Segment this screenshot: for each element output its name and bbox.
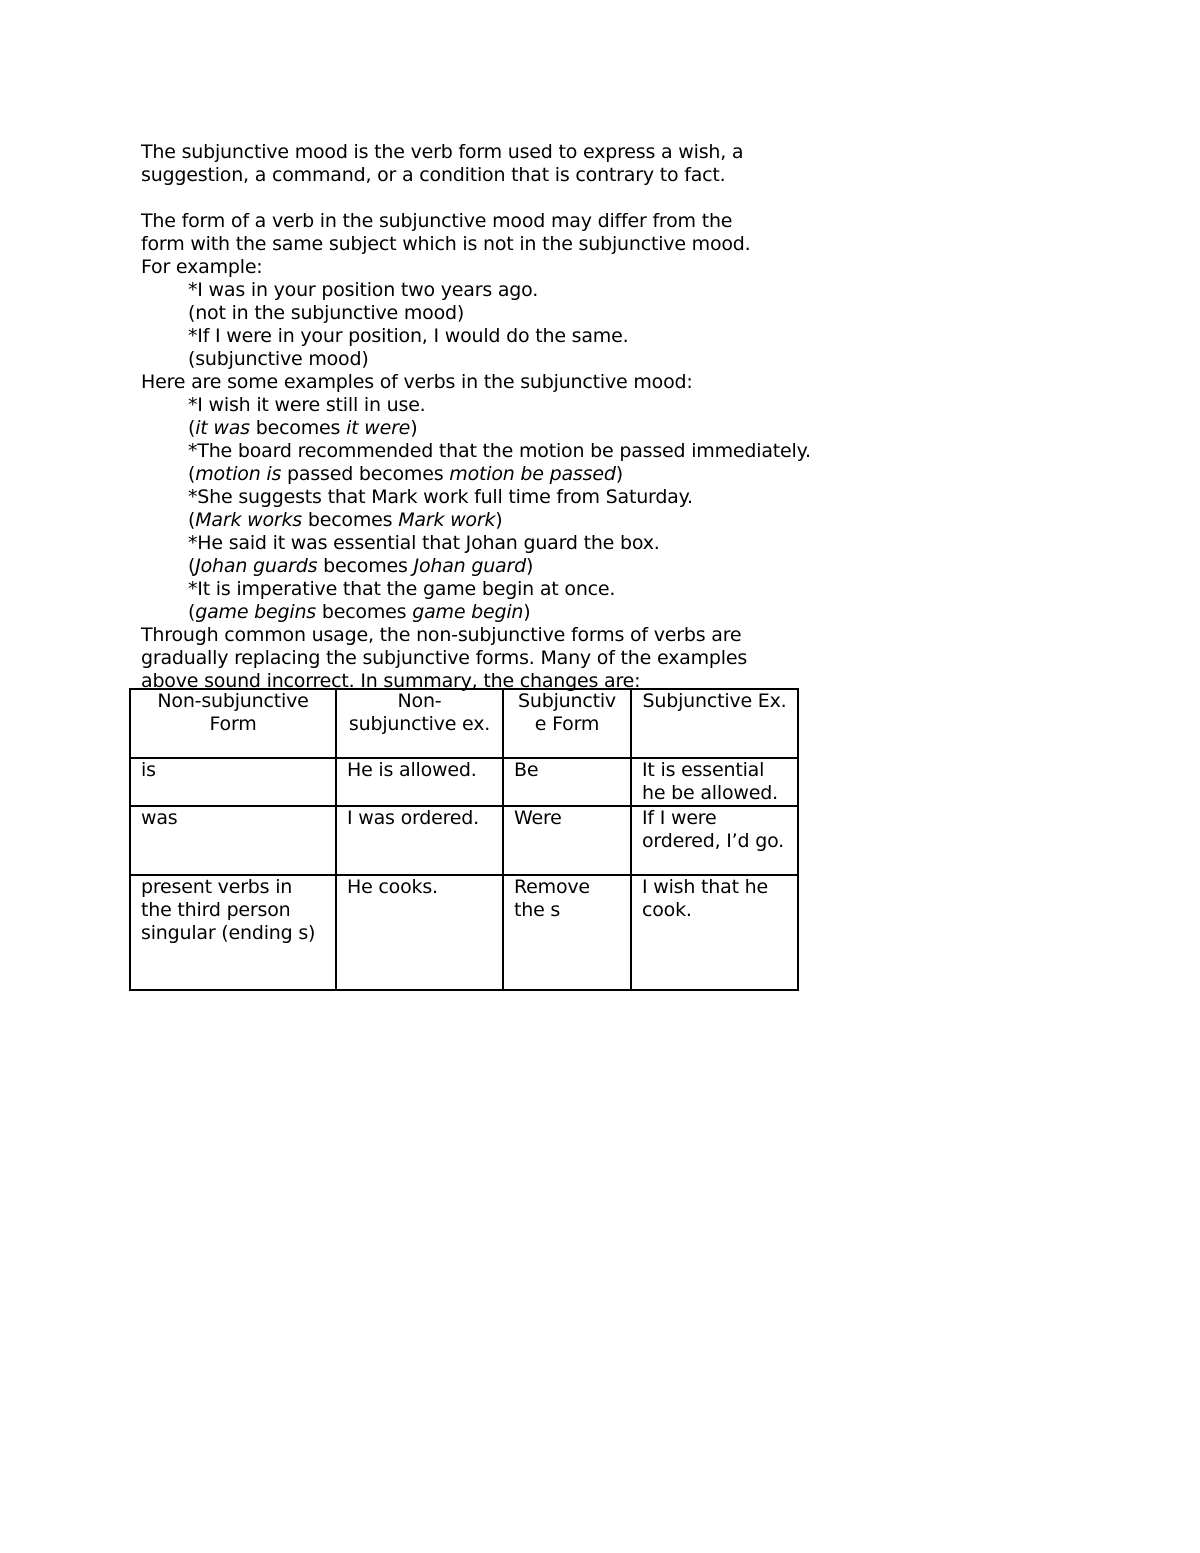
example-note: (Mark works becomes Mark work) xyxy=(188,509,503,531)
example-note: (motion is passed becomes motion be passed) xyxy=(188,463,623,485)
becomes-text: becomes xyxy=(249,417,347,439)
example-note: (subjunctive mood) xyxy=(188,348,369,370)
header-cell: Non-subjunctive ex. xyxy=(336,689,503,758)
to-form: it were xyxy=(346,417,411,439)
table-row xyxy=(130,758,798,806)
table-row xyxy=(130,875,798,990)
paragraph-line: The subjunctive mood is the verb form used to express a wish, a xyxy=(141,141,744,163)
example-sentence: *If I were in your position, I would do the same. xyxy=(188,325,629,347)
example-sentence: *He said it was essential that Johan guard the box. xyxy=(188,532,660,554)
table-cell: Be xyxy=(503,758,631,806)
becomes-text: becomes xyxy=(317,555,414,577)
summary-table-wrapper xyxy=(129,688,799,991)
header-cell: Subjunctive Form xyxy=(503,689,631,758)
table-cell: He is allowed. xyxy=(336,758,503,806)
example-note: (it was becomes it were) xyxy=(188,417,418,439)
becomes-text: becomes xyxy=(302,509,399,531)
table-cell: He cooks. xyxy=(336,875,503,990)
to-form: game begin xyxy=(412,601,524,623)
to-form: motion be passed xyxy=(449,463,616,485)
to-form: Mark work xyxy=(398,509,496,531)
examples-heading: Here are some examples of verbs in the subjunctive mood: xyxy=(141,371,693,393)
example-sentence: *It is imperative that the game begin at once. xyxy=(188,578,616,600)
example-note: (not in the subjunctive mood) xyxy=(188,302,465,324)
summary-table xyxy=(129,688,799,991)
from-form: game begins xyxy=(195,601,316,623)
header-cell: Non-subjunctive Form xyxy=(130,689,336,758)
paragraph-line: suggestion, a command, or a condition that is contrary to fact. xyxy=(141,164,726,186)
table-header-row xyxy=(130,689,798,758)
spacer xyxy=(141,187,861,210)
for-example-label: For example: xyxy=(141,256,263,278)
paragraph-line: above sound incorrect. In summary, the changes are: xyxy=(141,670,641,692)
body-text xyxy=(141,141,861,693)
example-sentence: *The board recommended that the motion be passed immediately. xyxy=(188,440,811,462)
from-form: Johan guards xyxy=(195,555,318,577)
table-cell: is xyxy=(130,758,336,806)
paragraph-line: Through common usage, the non-subjunctive forms of verbs are xyxy=(141,624,742,646)
paragraph-line: The form of a verb in the subjunctive mood may differ from the xyxy=(141,210,733,232)
header-cell: Subjunctive Ex. xyxy=(631,689,798,758)
table-cell: was xyxy=(130,806,336,875)
example-note: (Johan guards becomes Johan guard) xyxy=(188,555,534,577)
table-cell: It is essential he be allowed. xyxy=(631,758,798,806)
table-cell: present verbs in the third person singular (ending s) xyxy=(130,875,336,990)
example-sentence: *I wish it were still in use. xyxy=(188,394,426,416)
to-form: Johan guard xyxy=(413,555,526,577)
table-row xyxy=(130,806,798,875)
table-cell: If I were ordered, I’d go. xyxy=(631,806,798,875)
paragraph-line: form with the same subject which is not in the subjunctive mood. xyxy=(141,233,751,255)
becomes-text: passed becomes xyxy=(281,463,450,485)
table-cell: I was ordered. xyxy=(336,806,503,875)
from-form: it was xyxy=(195,417,250,439)
table-cell: Remove the s xyxy=(503,875,631,990)
paragraph-line: gradually replacing the subjunctive forms. Many of the examples xyxy=(141,647,748,669)
becomes-text: becomes xyxy=(316,601,413,623)
from-form: motion is xyxy=(195,463,282,485)
table-cell: Were xyxy=(503,806,631,875)
example-sentence: *She suggests that Mark work full time from Saturday. xyxy=(188,486,693,508)
example-sentence: *I was in your position two years ago. xyxy=(188,279,539,301)
example-note: (game begins becomes game begin) xyxy=(188,601,531,623)
from-form: Mark works xyxy=(195,509,302,531)
table-cell: I wish that he cook. xyxy=(631,875,798,990)
